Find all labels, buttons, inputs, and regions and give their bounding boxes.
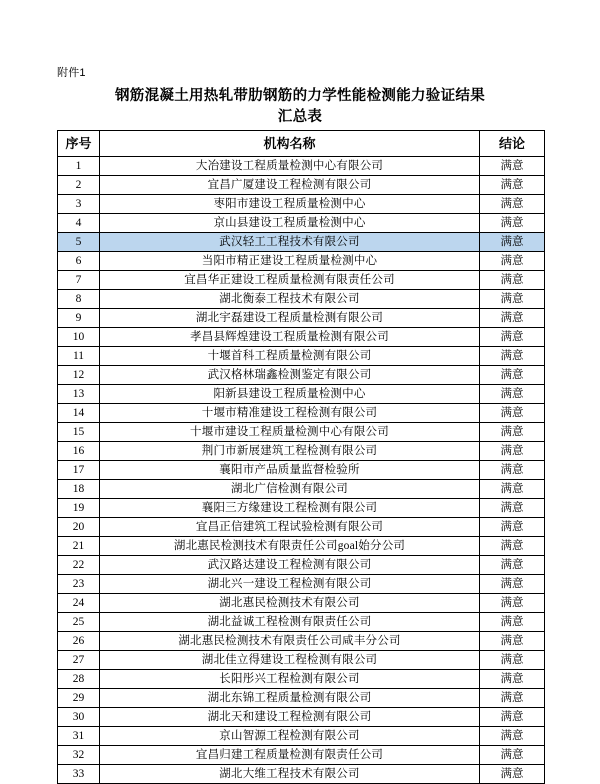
table-row: [58, 461, 545, 480]
cell-result: 满意: [480, 708, 545, 727]
cell-organization-name: 武汉路达建设工程检测有限公司: [100, 556, 480, 575]
cell-organization-name: 湖北惠民检测技术有限公司: [100, 594, 480, 613]
table-row: [58, 746, 545, 765]
cell-no: 32: [58, 746, 100, 765]
cell-result: 满意: [480, 252, 545, 271]
cell-no: 18: [58, 480, 100, 499]
page-title: [60, 86, 540, 128]
table-row: [58, 385, 545, 404]
table-row: [58, 290, 545, 309]
table-row: [58, 708, 545, 727]
attachment-label: 附件1: [57, 67, 86, 79]
cell-no: 10: [58, 328, 100, 347]
cell-organization-name: 荆门市新展建筑工程检测有限公司: [100, 442, 480, 461]
cell-organization-name: 襄阳市产品质量监督检验所: [100, 461, 480, 480]
cell-organization-name: 十堰首科工程质量检测有限公司: [100, 347, 480, 366]
cell-no: 16: [58, 442, 100, 461]
cell-result: 满意: [480, 651, 545, 670]
cell-no: 9: [58, 309, 100, 328]
table-row: [58, 195, 545, 214]
cell-result: 满意: [480, 157, 545, 176]
cell-organization-name: 武汉轻工工程技术有限公司: [100, 233, 480, 252]
cell-result: 满意: [480, 385, 545, 404]
cell-no: 22: [58, 556, 100, 575]
cell-result: 满意: [480, 765, 545, 784]
table-header-row: [58, 131, 545, 157]
table-row: [58, 651, 545, 670]
cell-organization-name: 湖北东锦工程质量检测有限公司: [100, 689, 480, 708]
table-row: [58, 613, 545, 632]
table-row: [58, 689, 545, 708]
cell-organization-name: 宜昌广厦建设工程检测有限公司: [100, 176, 480, 195]
cell-no: 2: [58, 176, 100, 195]
page-title-line2: 汇总表: [277, 109, 323, 125]
table-row: [58, 765, 545, 784]
table-row: [58, 537, 545, 556]
cell-result: 满意: [480, 727, 545, 746]
cell-result: 满意: [480, 461, 545, 480]
cell-result: 满意: [480, 328, 545, 347]
cell-organization-name: 十堰市建设工程质量检测中心有限公司: [100, 423, 480, 442]
table-row: [58, 176, 545, 195]
table-row: [58, 252, 545, 271]
cell-organization-name: 长阳彤兴工程检测有限公司: [100, 670, 480, 689]
cell-no: 24: [58, 594, 100, 613]
cell-organization-name: 湖北惠民检测技术有限责任公司goal始分公司: [100, 537, 480, 556]
cell-organization-name: 当阳市精正建设工程质量检测中心: [100, 252, 480, 271]
cell-organization-name: 湖北广信检测有限公司: [100, 480, 480, 499]
cell-organization-name: 湖北天和建设工程检测有限公司: [100, 708, 480, 727]
column-header-no: 序号: [58, 131, 100, 157]
cell-no: 19: [58, 499, 100, 518]
cell-organization-name: 湖北宇磊建设工程质量检测有限公司: [100, 309, 480, 328]
cell-no: 4: [58, 214, 100, 233]
cell-organization-name: 枣阳市建设工程质量检测中心: [100, 195, 480, 214]
cell-no: 29: [58, 689, 100, 708]
cell-no: 6: [58, 252, 100, 271]
cell-no: 14: [58, 404, 100, 423]
table-row: [58, 233, 545, 252]
cell-no: 33: [58, 765, 100, 784]
cell-result: 满意: [480, 290, 545, 309]
table-row: [58, 518, 545, 537]
cell-result: 满意: [480, 271, 545, 290]
cell-no: 11: [58, 347, 100, 366]
cell-result: 满意: [480, 575, 545, 594]
cell-result: 满意: [480, 632, 545, 651]
cell-no: 1: [58, 157, 100, 176]
cell-result: 满意: [480, 442, 545, 461]
cell-result: 满意: [480, 670, 545, 689]
cell-result: 满意: [480, 594, 545, 613]
cell-organization-name: 湖北益诚工程检测有限责任公司: [100, 613, 480, 632]
cell-organization-name: 阳新县建设工程质量检测中心: [100, 385, 480, 404]
table-row: [58, 214, 545, 233]
table-row: [58, 271, 545, 290]
cell-result: 满意: [480, 613, 545, 632]
cell-organization-name: 湖北大维工程技术有限公司: [100, 765, 480, 784]
cell-result: 满意: [480, 423, 545, 442]
table-row: [58, 328, 545, 347]
cell-no: 7: [58, 271, 100, 290]
cell-no: 31: [58, 727, 100, 746]
cell-organization-name: 湖北佳立得建设工程检测有限公司: [100, 651, 480, 670]
cell-no: 26: [58, 632, 100, 651]
cell-no: 12: [58, 366, 100, 385]
cell-result: 满意: [480, 233, 545, 252]
table-row: [58, 594, 545, 613]
cell-organization-name: 湖北惠民检测技术有限责任公司咸丰分公司: [100, 632, 480, 651]
cell-result: 满意: [480, 518, 545, 537]
table-row: [58, 556, 545, 575]
cell-result: 满意: [480, 537, 545, 556]
cell-organization-name: 十堰市精准建设工程检测有限公司: [100, 404, 480, 423]
cell-no: 17: [58, 461, 100, 480]
cell-result: 满意: [480, 480, 545, 499]
table-row: [58, 480, 545, 499]
table-row: [58, 575, 545, 594]
cell-organization-name: 宜昌华正建设工程质量检测有限责任公司: [100, 271, 480, 290]
column-header-result: 结论: [480, 131, 545, 157]
cell-organization-name: 京山智源工程检测有限公司: [100, 727, 480, 746]
table-row: [58, 499, 545, 518]
cell-result: 满意: [480, 214, 545, 233]
table-row: [58, 442, 545, 461]
page-title-line1: 钢筋混凝土用热轧带肋钢筋的力学性能检测能力验证结果: [115, 88, 485, 104]
cell-no: 27: [58, 651, 100, 670]
cell-organization-name: 襄阳三方缘建设工程检测有限公司: [100, 499, 480, 518]
cell-organization-name: 京山县建设工程质量检测中心: [100, 214, 480, 233]
cell-no: 21: [58, 537, 100, 556]
table-row: [58, 309, 545, 328]
cell-result: 满意: [480, 347, 545, 366]
cell-result: 满意: [480, 499, 545, 518]
table-row: [58, 670, 545, 689]
cell-result: 满意: [480, 195, 545, 214]
cell-result: 满意: [480, 689, 545, 708]
cell-result: 满意: [480, 404, 545, 423]
cell-no: 15: [58, 423, 100, 442]
cell-no: 30: [58, 708, 100, 727]
cell-no: 13: [58, 385, 100, 404]
table-row: [58, 423, 545, 442]
cell-no: 20: [58, 518, 100, 537]
column-header-name: 机构名称: [100, 131, 480, 157]
cell-result: 满意: [480, 309, 545, 328]
cell-organization-name: 湖北衡泰工程技术有限公司: [100, 290, 480, 309]
table-row: [58, 347, 545, 366]
cell-organization-name: 宜昌归建工程质量检测有限责任公司: [100, 746, 480, 765]
cell-no: 23: [58, 575, 100, 594]
cell-no: 25: [58, 613, 100, 632]
cell-result: 满意: [480, 556, 545, 575]
cell-organization-name: 孝昌县辉煌建设工程质量检测有限公司: [100, 328, 480, 347]
cell-result: 满意: [480, 366, 545, 385]
cell-no: 5: [58, 233, 100, 252]
table-row: [58, 157, 545, 176]
cell-no: 3: [58, 195, 100, 214]
table-row: [58, 404, 545, 423]
results-table: [57, 130, 545, 784]
cell-result: 满意: [480, 746, 545, 765]
table-row: [58, 366, 545, 385]
cell-result: 满意: [480, 176, 545, 195]
table-body: [58, 157, 545, 784]
cell-no: 28: [58, 670, 100, 689]
table-row: [58, 632, 545, 651]
table-row: [58, 727, 545, 746]
cell-organization-name: 宜昌正信建筑工程试验检测有限公司: [100, 518, 480, 537]
cell-organization-name: 湖北兴一建设工程检测有限公司: [100, 575, 480, 594]
cell-no: 8: [58, 290, 100, 309]
cell-organization-name: 大冶建设工程质量检测中心有限公司: [100, 157, 480, 176]
cell-organization-name: 武汉格林瑞鑫检测鉴定有限公司: [100, 366, 480, 385]
